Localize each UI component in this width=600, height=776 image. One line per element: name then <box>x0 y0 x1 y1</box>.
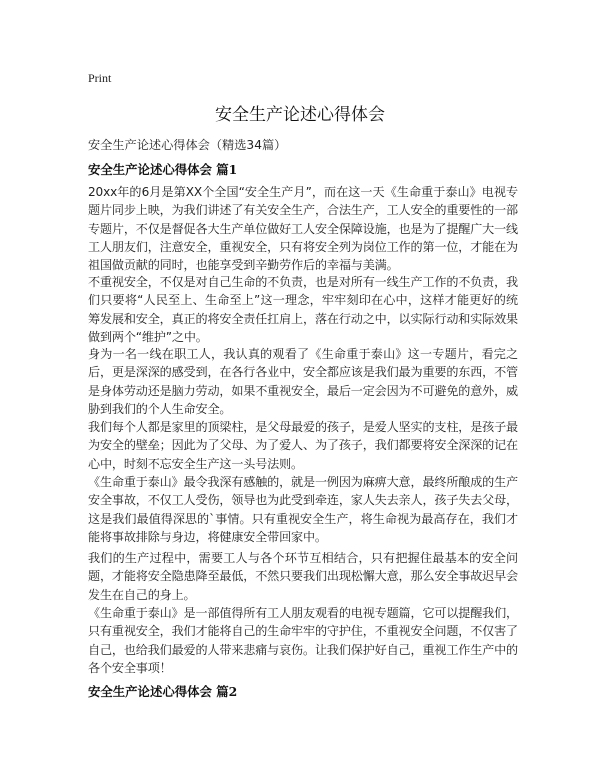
paragraph-2: 不重视安全，不仅是对自己生命的不负责，也是对所有一线生产工作的不负责，我们只要将“人民至上、生命至上”这一理念，牢牢刻印在心中，这样才能更好的统筹发展和安全，真正的将安全责任扛肩上，落在行动之中，以实际行动和实际效果做到两个“维护”之中。 <box>88 275 518 344</box>
page-title: 安全生产论述心得体会 <box>215 105 385 125</box>
section-heading-1: 安全生产论述心得体会 篇1 <box>88 162 238 177</box>
paragraph-4: 我们每个人都是家里的顶梁柱，是父母最爱的孩子，是爱人坚实的支柱，是孩子最为安全的壁垒；因此为了父母、为了爱人、为了孩子，我们都要将安全深深的记在心中，时刻不忘安全生产这一头号法则。 <box>88 420 518 471</box>
paragraph-7: 《生命重于泰山》是一部值得所有工人朋友观看的电视专题篇，它可以提醒我们，只有重视安全，我们才能将自己的生命牢牢的守护住，不重视安全问题，不仅害了自己，也给我们最爱的人带来悲痛与哀伤。让我们保护好自己，重视工作生产中的各个安全事项！ <box>88 606 518 675</box>
section-heading-2: 安全生产论述心得体会 篇2 <box>88 684 238 699</box>
print-label: Print <box>88 71 112 85</box>
paragraph-3: 身为一名一线在职工人，我认真的观看了《生命重于泰山》这一专题片，看完之后，更是深深的感受到，在各行各业中，安全都应该是我们最为重要的东西，不管是身体劳动还是脑力劳动，如果不重视安全，最后一定会因为不可避免的意外，威胁到我们的个人生命安全。 <box>88 347 518 416</box>
paragraph-5: 《生命重于泰山》最令我深有感触的，就是一例因为麻痹大意，最终所酿成的生产安全事故，不仅工人受伤，领导也为此受到牵连，家人失去亲人，孩子失去父母，这是我们最值得深思的`事情。只有重视安全生产，将生命视为最高存在，我们才能将事故排除与身边，将健康安全带回家中。 <box>88 475 518 544</box>
paragraph-6: 我们的生产过程中，需要工人与各个环节互相结合，只有把握住最基本的安全问题，才能将安全隐患降至最低，不然只要我们出现松懈大意，那么安全事故迟早会发生在自己的身上。 <box>88 551 518 602</box>
paragraph-1: 20xx年的6月是第XX个全国“安全生产月”，而在这一天《生命重于泰山》电视专题片同步上映，为我们讲述了有关安全生产，合法生产，工人安全的重要性的一部专题片，不仅是督促各大生产单位做好工人安全保障设施，也是为了提醒广大一线工人朋友们，注意安全，重视安全，只有将安全列为岗位工作的第一位，才能在为祖国做贡献的同时，也能享受到辛勤劳作后的幸福与美满。 <box>88 185 518 273</box>
document-subtitle: 安全生产论述心得体会（精选34篇） <box>88 138 287 152</box>
